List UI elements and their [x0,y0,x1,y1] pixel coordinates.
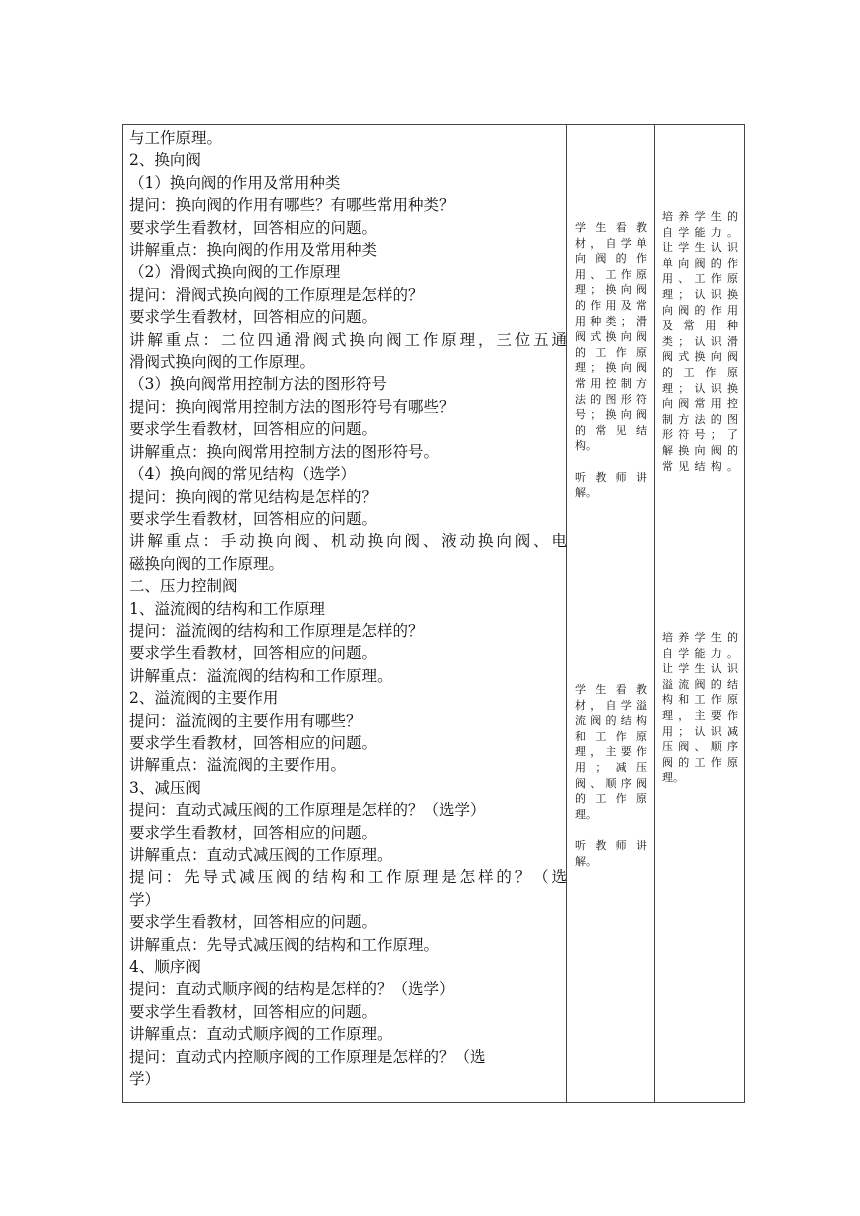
intent-line: 用；认识减 [662,724,738,738]
activity-line: 听教师讲 [575,470,647,484]
content-line: 提问：直动式减压阀的工作原理是怎样的？（选学） [129,801,486,820]
content-line: 提问：直动式内控顺序阀的工作原理是怎样的？（选 [129,1047,486,1066]
intent-line: 单向阀的作 [662,256,738,270]
activity-line: 用种类；滑 [575,314,647,328]
student-activity-block-1 [575,220,647,501]
activity-line: 理；换向阀 [575,283,647,297]
activity-line: 阀式换向阀 [575,330,647,344]
intent-line: 理，主要作 [662,708,738,722]
intent-line: 理；认识换 [662,287,738,301]
content-line: （4）换向阀的常见结构（选学） [129,465,356,484]
content-line: （2）滑阀式换向阀的工作原理 [129,263,341,282]
content-line: 讲解重点：先导式减压阀的结构和工作原理。 [129,935,440,954]
content-line: 提问：溢流阀的主要作用有哪些？ [129,711,362,730]
activity-line: 解。 [575,486,597,500]
content-line: 提问：换向阀的常见结构是怎样的？ [129,487,378,506]
activity-line: 的工作原 [575,345,647,359]
intent-line: 向阀的作用 [662,303,738,317]
content-line: 要求学生看教材，回答相应的问题。 [129,733,378,752]
column-divider-2 [654,125,655,1102]
content-line: 要求学生看教材，回答相应的问题。 [129,1002,378,1021]
student-activity-block-2 [575,682,647,869]
content-line: 提问：滑阀式换向阀的工作原理是怎样的？ [129,285,424,304]
activity-line: 阀、顺序阀 [575,776,647,790]
content-line: 要求学生看教材，回答相应的问题。 [129,823,378,842]
blank-line [575,454,647,470]
intent-line: 制方法的图 [662,412,738,426]
content-line: 讲解重点：换向阀常用控制方法的图形符号。 [129,442,440,461]
content-line: 讲解重点：溢流阀的结构和工作原理。 [129,666,393,685]
activity-line: 和工作原 [575,729,647,743]
content-line: 提问：先导式减压阀的结构和工作原理是怎样的？（选 [129,868,567,887]
content-line: 学） [129,890,161,909]
content-line: 2、溢流阀的主要作用 [129,689,279,708]
activity-line: 向阀的作 [575,252,647,266]
content-line: 学） [129,1070,161,1089]
blank-line [575,822,647,838]
content-line: 磁换向阀的工作原理。 [129,554,285,573]
content-line: （1）换向阀的作用及常用种类 [129,173,341,192]
intent-line: 让学生认识 [662,241,738,255]
activity-line: 解。 [575,854,597,868]
intent-line: 的工作原 [662,365,738,379]
activity-line: 听教师讲 [575,838,647,852]
content-line: 要求学生看教材，回答相应的问题。 [129,218,378,237]
design-intent-block-2 [662,630,738,786]
intent-line: 构和工作原 [662,693,738,707]
content-line: 二、压力控制阀 [129,577,238,596]
content-line: 要求学生看教材，回答相应的问题。 [129,420,378,439]
content-line: 讲解重点：直动式减压阀的工作原理。 [129,846,393,864]
intent-line: 培养学生的 [662,631,738,644]
content-line: 2、换向阀 [129,151,201,170]
intent-line: 压阀、顺序 [662,740,738,754]
activity-line: 流阀的结构 [575,714,647,728]
intent-line: 让学生认识 [662,662,738,676]
content-line: 要求学生看教材，回答相应的问题。 [129,644,378,663]
content-line: 讲解重点：直动式顺序阀的工作原理。 [129,1025,393,1044]
content-line: 讲解重点：换向阀的作用及常用种类 [129,241,378,260]
content-line: 讲解重点：二位四通滑阀式换向阀工作原理，三位五通 [129,330,567,349]
activity-line: 理。 [575,807,597,821]
content-line: 提问：换向阀的作用有哪些？有哪些常用种类？ [129,196,455,215]
intent-line: 阀式换向阀 [662,350,738,364]
intent-line: 阀的工作原 [662,755,738,769]
content-line: 提问：换向阀常用控制方法的图形符号有哪些？ [129,397,455,416]
intent-line: 常见结构。 [662,459,738,473]
content-line: 要求学生看教材，回答相应的问题。 [129,913,378,932]
content-line: 1、溢流阀的结构和工作原理 [129,599,325,618]
intent-line: 及常用种 [662,319,738,333]
content-line: 与工作原理。 [129,129,223,147]
content-line: （3）换向阀常用控制方法的图形符号 [129,375,387,394]
activity-line: 材，自学溢 [575,698,647,712]
activity-line: 的常见结 [575,423,647,437]
intent-line: 自学能力。 [662,646,738,660]
content-line: 4、顺序阀 [129,958,201,977]
activity-line: 理；换向阀 [575,361,647,375]
intent-line: 培养学生的 [662,210,738,223]
activity-line: 号；换向阀 [575,408,647,422]
activity-line: 学生看教 [575,221,647,234]
content-line: 提问：直动式顺序阀的结构是怎样的？（选学） [129,980,455,999]
design-intent-block-1 [662,209,738,474]
content-line: 要求学生看教材，回答相应的问题。 [129,308,378,327]
intent-line: 理。 [662,771,684,785]
intent-line: 类；认识滑 [662,334,738,348]
activity-line: 学生看教 [575,683,647,696]
activity-line: 材，自学单 [575,236,647,250]
intent-line: 解换向阀的 [662,443,738,457]
intent-line: 自学能力。 [662,225,738,239]
activity-line: 理，主要作 [575,745,647,759]
intent-line: 向阀常用控 [662,397,738,411]
content-line: 滑阀式换向阀的工作原理。 [129,353,316,372]
content-line: 讲解重点：溢流阀的主要作用。 [129,756,347,775]
activity-line: 的作用及常 [575,298,647,312]
intent-line: 用、工作原 [662,272,738,286]
intent-line: 理；认识换 [662,381,738,395]
activity-line: 法的图形符 [575,392,647,406]
activity-line: 常用控制方 [575,376,647,390]
content-line: 提问：溢流阀的结构和工作原理是怎样的？ [129,621,424,640]
activity-line: 构。 [575,439,597,453]
content-line: 讲解重点：手动换向阀、机动换向阀、液动换向阀、电 [129,532,567,551]
intent-line: 形符号；了 [662,428,738,442]
lesson-table [122,124,745,1103]
teaching-content-column [129,127,567,1090]
activity-line: 的工作原 [575,792,647,806]
content-line: 3、减压阀 [129,778,201,797]
activity-line: 用、工作原 [575,267,647,281]
content-line: 要求学生看教材，回答相应的问题。 [129,509,378,528]
intent-line: 溢流阀的结 [662,677,738,691]
activity-line: 用；减压 [575,760,647,774]
